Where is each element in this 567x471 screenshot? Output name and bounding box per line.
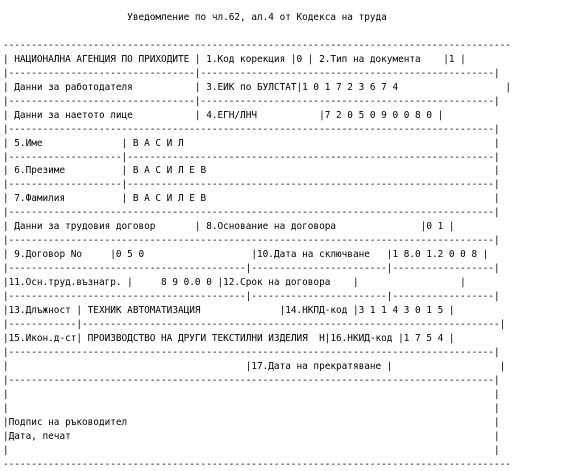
form-line: |Подпис на ръководител | — [3, 416, 500, 428]
form-line: |---------------------------------|----------------------------------------------------| — [3, 95, 500, 107]
notification-form-text — [3, 11, 511, 471]
form-line: | | — [3, 402, 500, 414]
form-line: ------------------------------------------------------------------------------------------ — [3, 39, 511, 51]
form-line: |---------------------------------|----------------------------------------------------| — [3, 67, 500, 79]
form-line: | |17.Дата на прекратяване | | — [3, 360, 506, 372]
form-line: | 7.Фамилия | В А С И Л Е В | — [3, 193, 500, 205]
form-line: | Данни за трудовия договор | 8.Основание на договора |0 1 | — [3, 221, 455, 233]
form-line: |--------------------------------------------------------------------------------------| — [3, 235, 500, 247]
form-line: | 5.Име | В А С И Л | — [3, 137, 500, 149]
form-line: |--------------------|-----------------------------------------------------------------| — [3, 179, 500, 191]
form-line: | 6.Презиме | В А С И Л Е В | — [3, 165, 500, 177]
form-line: ------------------------------------------------------------------------------------------ — [3, 458, 511, 470]
form-line: | | — [3, 444, 500, 456]
form-line: | НАЦИОНАЛНА АГЕНЦИЯ ПО ПРИХОДИТЕ | 1.Код корекция |0 | 2.Тип на документа |1 | — [3, 53, 466, 65]
form-line: |------------------------------------------|------------------------|------------------| — [3, 263, 500, 275]
form-line: |--------------------|-----------------------------------------------------------------| — [3, 151, 500, 163]
form-line: |--------------------------------------------------------------------------------------| — [3, 207, 500, 219]
form-line: | | — [3, 388, 500, 400]
form-line: |--------------------------------------------------------------------------------------| — [3, 123, 500, 135]
form-line: |------------------------------------------|------------------------|------------------| — [3, 291, 500, 303]
form-line: | 9.Договор No |0 5 0 |10.Дата на сключване |1 8.0 1.2 0 0 8 | — [3, 249, 489, 261]
form-line: |11.Осн.труд.възнагр. | 8 9 0.0 0 |12.Срок на договора | | — [3, 277, 466, 289]
form-line: |------------|--------------------------------------------------------------------------| — [3, 318, 506, 330]
form-line: |--------------------------------------------------------------------------------------| — [3, 346, 500, 358]
form-line: |--------------------------------------------------------------------------------------| — [3, 374, 500, 386]
document-title: Уведомление по чл.62, ал.4 от Кодекса на труда — [3, 12, 387, 23]
form-line: | Данни за наетото лице | 4.ЕГН/ЛНЧ |7 2 0 5 0 9 0 0 8 0 | — [3, 109, 444, 121]
form-line: |15.Икон.д-ст| ПРОИЗВОДСТВО НА ДРУГИ ТЕКСТИЛНИ ИЗДЕЛИЯ Н|16.НКИД-код |1 7 5 4 | — [3, 332, 455, 344]
form-line: | Данни за работодателя | 3.ЕИК по БУЛСТАТ|1 0 1 7 2 3 6 7 4 | — [3, 81, 511, 93]
form-line: |Дата, печат | — [3, 430, 500, 442]
form-line: |13.Длъжност | ТЕХНИК АВТОМАТИЗАЦИЯ |14.НКПД-код |3 1 1 4 3 0 1 5 | — [3, 305, 455, 317]
